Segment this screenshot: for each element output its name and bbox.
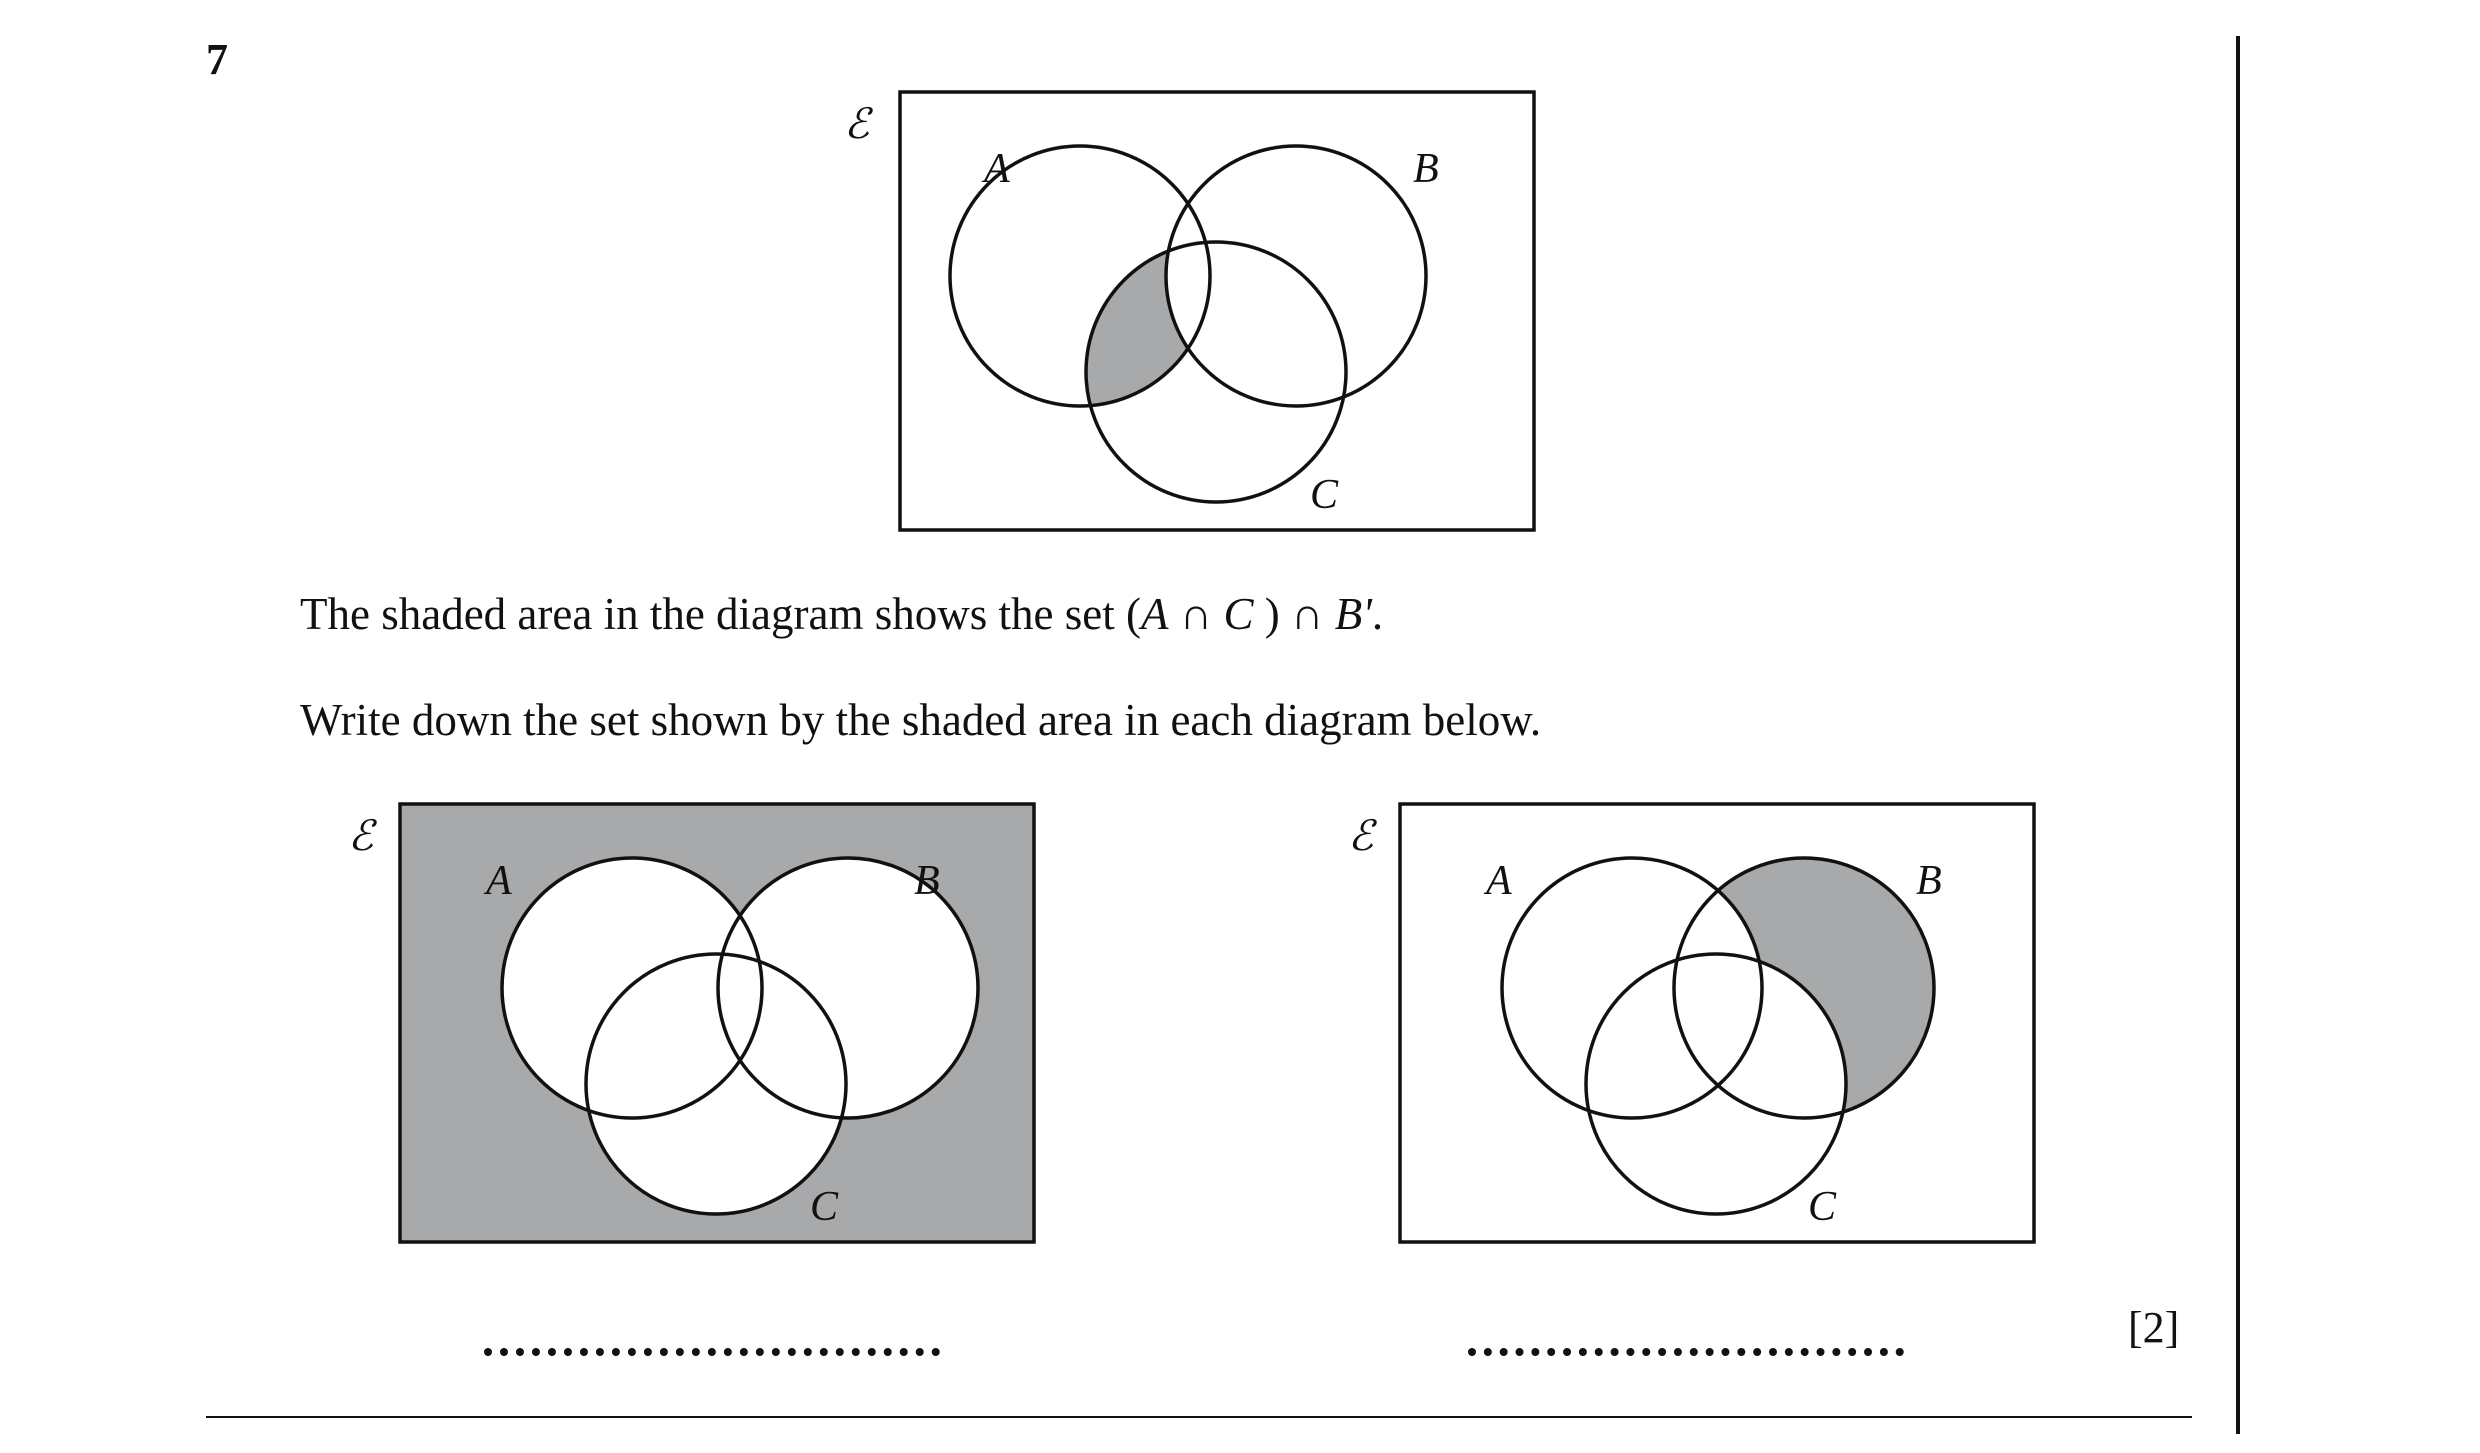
label-a: A xyxy=(486,858,512,904)
marks-label: [2] xyxy=(2128,1303,2180,1352)
universal-set-label: ℰ xyxy=(1348,814,1374,860)
universal-set-label: ℰ xyxy=(348,814,374,860)
label-c: C xyxy=(1310,472,1339,518)
question-statement: The shaded area in the diagram shows the set (A ∩ C ) ∩ B'. xyxy=(300,589,1384,639)
universal-set-label: ℰ xyxy=(844,102,870,148)
example-venn-diagram xyxy=(840,88,1560,538)
label-a: A xyxy=(1486,858,1512,904)
label-c: C xyxy=(1808,1184,1837,1230)
label-a: A xyxy=(984,146,1010,192)
label-b: B xyxy=(914,858,940,904)
label-b: B xyxy=(1413,146,1439,192)
answer-line-left[interactable] xyxy=(484,1348,940,1356)
right-venn-diagram xyxy=(1340,800,2060,1250)
label-b: B xyxy=(1916,858,1942,904)
question-number: 7 xyxy=(206,35,228,84)
label-c: C xyxy=(810,1184,839,1230)
margin-rule xyxy=(2236,36,2240,1434)
bottom-rule xyxy=(206,1416,2192,1418)
left-venn-diagram xyxy=(340,800,1060,1250)
question-instruction: Write down the set shown by the shaded area in each diagram below. xyxy=(300,695,1542,745)
answer-line-right[interactable] xyxy=(1468,1348,1904,1356)
